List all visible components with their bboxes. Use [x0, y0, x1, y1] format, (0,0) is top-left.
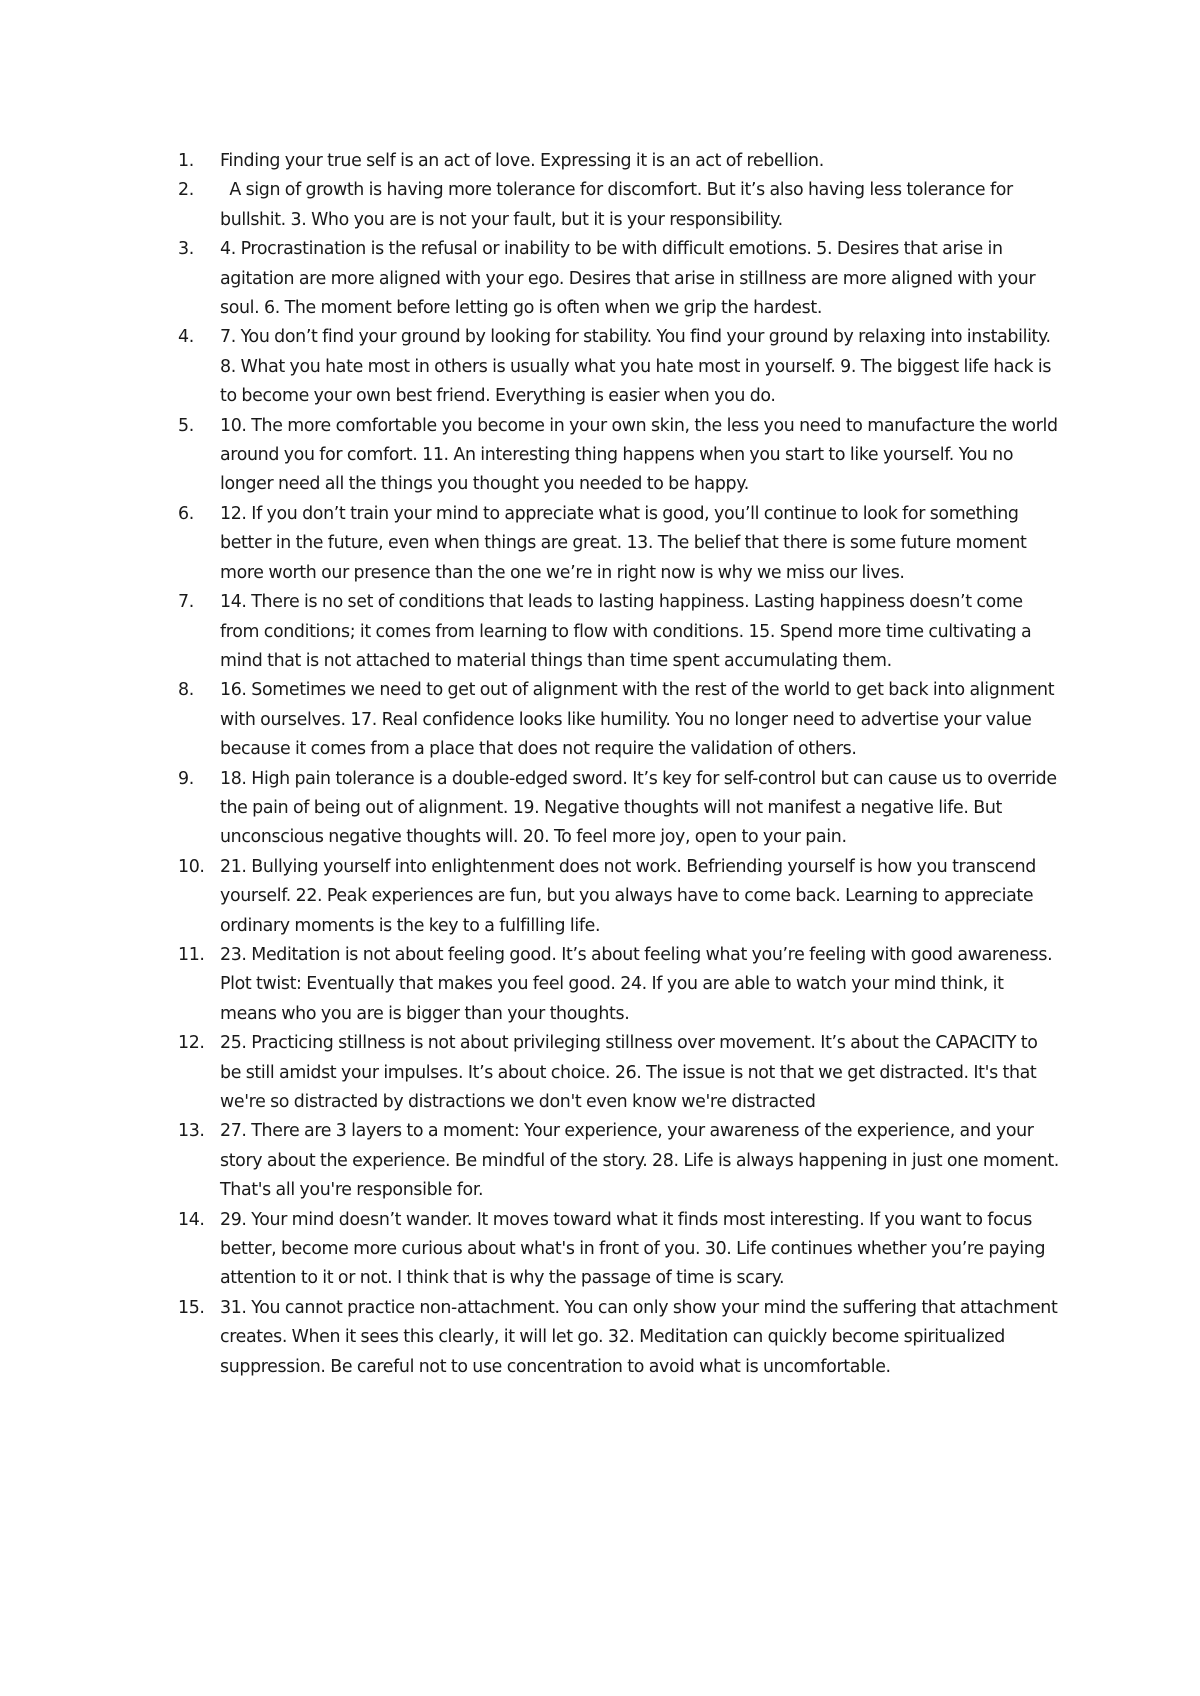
list-item [178, 147, 1060, 176]
list-item-number: 11. [178, 944, 205, 965]
list-item [178, 1117, 1060, 1205]
list-item-number: 7. [178, 592, 194, 613]
list-item-text: 12. If you don’t train your mind to appreciate what is good, you’ll continue to look for something better in the future, even when things are great. 13. The belief that there is some future moment more worth our presence than the one we’re in right now is why we miss our lives. [220, 503, 1027, 583]
list-item-text: 10. The more comfortable you become in your own skin, the less you need to manufacture the world around you for comfort. 11. An interesting thing happens when you start to like yourself. You no longer need all the things you thought you needed to be happy. [220, 415, 1058, 495]
list-item [178, 500, 1060, 588]
list-item [178, 853, 1060, 941]
list-item-text: A sign of growth is having more tolerance for discomfort. But it’s also having less tolerance for bullshit. 3. Who you are is not your fault, but it is your responsibility. [220, 180, 1013, 230]
list-item-text: 7. You don’t find your ground by looking for stability. You find your ground by relaxing into instability. 8. What you hate most in others is usually what you hate most in yourself. 9. The biggest life hack is to become your own best friend. Everything is easier when you do. [220, 327, 1052, 407]
list-item-text: 14. There is no set of conditions that leads to lasting happiness. Lasting happiness doesn’t come from conditions; it comes from learning to flow with conditions. 15. Spend more time cultivating a mind that is not attached to material things than time spent accumulating them. [220, 592, 1032, 671]
list-item [178, 765, 1060, 853]
list-item-number: 3. [178, 239, 194, 260]
list-item-text: 21. Bullying yourself into enlightenment does not work. Befriending yourself is how you transcend yourself. 22. Peak experiences are fun, but you always have to come back. Learning to appreciate ordinary moments is the key to a fulfilling life. [220, 856, 1036, 936]
list-item-number: 6. [178, 503, 194, 524]
list-item-number: 14. [178, 1209, 205, 1230]
list-item-number: 13. [178, 1121, 205, 1142]
list-item-text: Finding your true self is an act of love. Expressing it is an act of rebellion. [220, 151, 824, 171]
list-item [178, 941, 1060, 1029]
list-item-number: 8. [178, 680, 194, 701]
list-item-number: 10. [178, 856, 205, 877]
list-item-text: 25. Practicing stillness is not about privileging stillness over movement. It’s about the CAPACITY to be still amidst your impulses. It’s about choice. 26. The issue is not that we get distracted. It's that we're so distracted by distractions we don't even know we're distracted [220, 1033, 1038, 1112]
list-item-text: 16. Sometimes we need to get out of alignment with the rest of the world to get back into alignment with ourselves. 17. Real confidence looks like humility. You no longer need to advertise your value because it comes from a place that does not require the validation of others. [220, 680, 1055, 760]
list-item [178, 1294, 1060, 1382]
list-item [178, 323, 1060, 411]
list-item-number: 4. [178, 327, 194, 348]
list-item-text: 29. Your mind doesn’t wander. It moves toward what it finds most interesting. If you want to focus better, become more curious about what's in front of you. 30. Life continues whether you’re paying attention to it or not. I think that is why the passage of time is scary. [220, 1209, 1046, 1289]
list-item-number: 1. [178, 151, 194, 171]
list-item-number: 5. [178, 415, 194, 436]
list-item [178, 1029, 1060, 1117]
list-item-number: 2. [178, 180, 194, 201]
list-item [178, 1206, 1060, 1294]
list-item-text: 18. High pain tolerance is a double-edged sword. It’s key for self-control but can cause us to override the pain of being out of alignment. 19. Negative thoughts will not manifest a negative life. But unconscious negative thoughts will. 20. To feel more joy, open to your pain. [220, 768, 1057, 848]
list-item-number: 12. [178, 1033, 205, 1054]
list-item-text: 4. Procrastination is the refusal or inability to be with difficult emotions. 5. Desires that arise in agitation are more aligned with your ego. Desires that arise in stillness are more aligned with your soul. 6. The moment before letting go is often when we grip the hardest. [220, 239, 1036, 319]
list-item [178, 412, 1060, 500]
list-item [178, 588, 1060, 676]
list-item-number: 15. [178, 1297, 205, 1318]
list-item [178, 176, 1060, 235]
numbered-list [178, 147, 1060, 1382]
list-item-text: 27. There are 3 layers to a moment: Your experience, your awareness of the experience, and your story about the experience. Be mindful of the story. 28. Life is always happening in just one moment. That's all you're responsible for. [220, 1121, 1059, 1201]
list-item-text: 31. You cannot practice non-attachment. You can only show your mind the suffering that attachment creates. When it sees this clearly, it will let go. 32. Meditation can quickly become spiritualized suppression. Be careful not to use concentration to avoid what is uncomfortable. [220, 1297, 1058, 1377]
list-item [178, 676, 1060, 764]
list-item [178, 235, 1060, 323]
list-item-number: 9. [178, 768, 194, 789]
list-item-text: 23. Meditation is not about feeling good. It’s about feeling what you’re feeling with good awareness. Plot twist: Eventually that makes you feel good. 24. If you are able to watch your mind think, it means who you are is bigger than your thoughts. [220, 944, 1053, 1024]
